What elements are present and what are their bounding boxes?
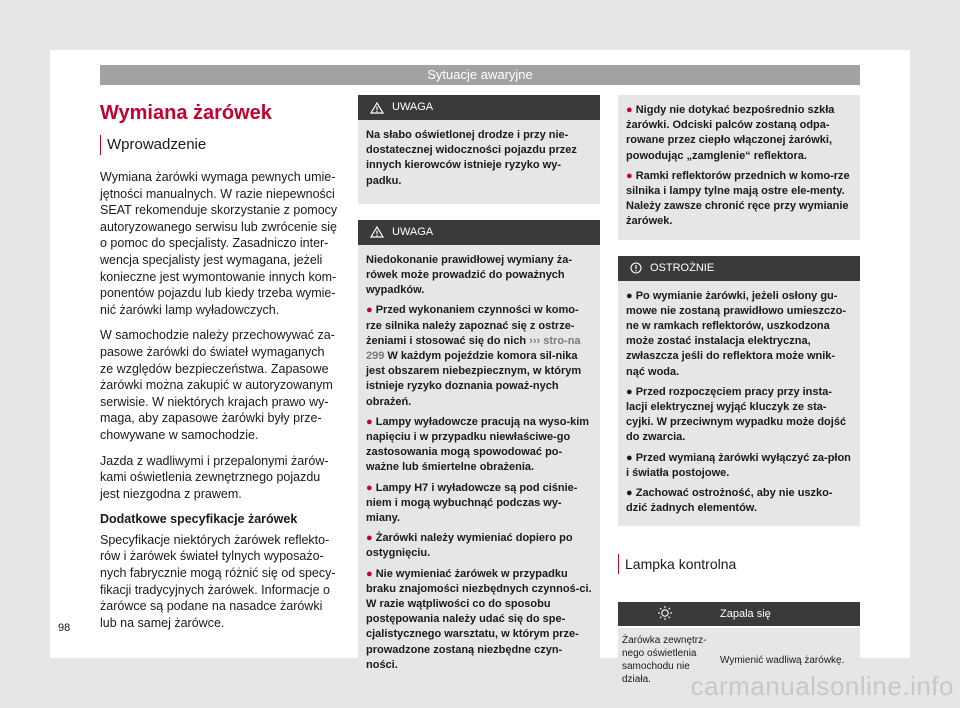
warning-body: [358, 245, 600, 683]
bullet-icon: ●: [626, 169, 633, 182]
table-header-cell: Zapala się: [712, 602, 860, 627]
paragraph: Specyfikacje niektórych żarówek reflekto-rów i żarówek świateł tylnych wyposażo-nych fabrycznie mogą różnić się od specy-fikacji tradycyjnych żarówek. Informacje o żarówce są podane na nasadce żarówki lub na samej żarówce.: [100, 532, 336, 630]
warning-body: [358, 120, 600, 204]
column-middle: [358, 95, 600, 699]
column-left: [100, 95, 340, 640]
section-subtitle: Wprowadzenie: [100, 135, 340, 155]
caution-label: OSTROŻNIE: [650, 261, 715, 274]
warning-text: Na słabo oświetlonej drodze i przy nie-dostatecznej widoczności pojazdu przez innych kierowców istnieje ryzyko wy-padku.: [366, 129, 577, 187]
warning-continuation-box: [618, 95, 860, 240]
bullet-text: Przed wykonaniem czynności w komo-rze silnika należy zapoznać się z ostrze-żeniami i stosować się do nich: [366, 304, 579, 347]
warning-intro: Niedokonanie prawidłowej wymiany ża-rówek może prowadzić do poważnych wypadków.: [366, 253, 572, 297]
paragraph: Wymiana żarówki wymaga pewnych umie-jętności manualnych. W razie niepewności SEAT rekomenduje skorzystanie z pomocy autoryzowanego serwisu lub zwrócenie się o pomoc do specjalisty. Zasadniczo inter-wencja specjalisty jest wymagana, jeżeli konieczne jest wymontowanie innych kom-ponentów pojazdu lub kiedy trzeba wymie-nić żarówki lamp wyładowczych.: [100, 170, 338, 317]
table-header-icon-cell: [618, 602, 712, 627]
page-number: 98: [58, 622, 71, 634]
caution-box: [618, 256, 860, 527]
bullet-icon: ●: [626, 487, 633, 500]
bullet-icon: ●: [626, 289, 633, 302]
column-right: [618, 95, 860, 692]
section-header: Sytuacje awaryjne: [100, 65, 860, 85]
bullet-text: W każdym pojeździe komora sil-nika jest obszarem niebezpiecznym, w którym istnieje ryzyko doznania poważ-nych obrażeń.: [366, 350, 582, 408]
caution-item: [626, 451, 852, 481]
warning-bullet: [366, 567, 592, 673]
lamp-section-title: Lampka kontrolna: [618, 554, 860, 574]
bullet-icon: ●: [626, 451, 633, 464]
bullet-text: Lampy wyładowcze pracują na wyso-kim napięciu i w przypadku niewłaściwe-go zastosowania mogą spowodować po-ważne lub śmiertelne obrażenia.: [366, 415, 590, 474]
caution-text: Przed rozpoczęciem pracy przy insta-lacji elektrycznej wyjąć kluczyk ze sta-cyjki. W przeciwnym wypadku może dojść do zwarcia.: [626, 385, 847, 444]
caution-text: Przed wymianą żarówki wyłączyć za-płon i światła postojowe.: [626, 451, 851, 479]
warning-bullet: [366, 415, 592, 476]
bullet-icon: ●: [626, 385, 633, 398]
warning-body: [618, 95, 860, 240]
bullet-icon: ●: [366, 481, 373, 494]
warning-box: [358, 95, 600, 204]
warning-bullet: [366, 531, 592, 561]
warning-box: [358, 220, 600, 683]
paragraph: Jazda z wadliwymi i przepalonymi żarów-kami oświetlenia zewnętrznego pojazdu jest niezgodna z prawem.: [100, 453, 329, 501]
warning-triangle-icon: [370, 226, 384, 238]
warning-header: [358, 220, 600, 245]
bullet-text: Ramki reflektorów przednich w komo-rze silnika i lampy tylne mają ostre ele-menty. Należy zawsze chronić ręce przy wymianie żarówek.: [626, 169, 850, 228]
bullet-icon: ●: [366, 532, 373, 545]
subheading: Dodatkowe specyfikacje żarówek: [100, 512, 298, 527]
bullet-text: Nie wymieniać żarówek w przypadku braku znajomości niezbędnych czynnoś-ci. W razie wątpliwości co do sposobu postępowania należy udać się do spe-cjalistycznego warsztatu, w którym prze-prowadzone zostaną niezbędne czyn-ności.: [366, 567, 592, 671]
page-reference-link[interactable]: ››› stro-na 299: [366, 334, 581, 363]
warning-label: UWAGA: [392, 101, 434, 113]
caution-item: [626, 385, 852, 446]
paragraph: W samochodzie należy przechowywać za-pasowe żarówki do świateł wymaganych ze względów bezpieczeństwa. Zapasowe żarówki można zakupić w autoryzowanym serwisie. W niektórych krajach prawo wy-maga, aby zapasowe żarówki były prze-chowywane w samochodzie.: [100, 328, 335, 442]
bullet-text: Nigdy nie dotykać bezpośrednio szkła żarówki. Odciski palców zostaną odpa-rowane przez ciepło włączonej żarówki, powodując „zamglenie“ reflektora.: [626, 104, 835, 162]
warning-bullet: [366, 481, 592, 527]
bulb-warning-light-icon: [657, 605, 673, 621]
warning-bullet: [366, 303, 592, 409]
table-header-row: [618, 602, 860, 627]
bullet-text: Żarówki należy wymieniać dopiero po ostygnięciu.: [366, 532, 573, 560]
caution-body: [618, 281, 860, 527]
caution-info-icon: [630, 262, 642, 274]
warning-header: [358, 95, 600, 120]
caution-item: [626, 289, 852, 380]
watermark: carmanualsonline.info: [690, 671, 954, 701]
caution-header: [618, 256, 860, 281]
warning-bullet: [626, 169, 852, 230]
table-cell: Żarówka zewnętrz-nego oświetlenia samochodu nie działa.: [618, 627, 712, 692]
warning-triangle-icon: [370, 102, 384, 114]
bullet-icon: ●: [366, 304, 373, 317]
warning-label: UWAGA: [392, 225, 434, 238]
warning-bullet: [626, 103, 852, 164]
caution-text: Zachować ostrożność, aby nie uszko-dzić żadnych elementów.: [626, 487, 833, 515]
bullet-icon: ●: [366, 567, 373, 580]
page-title: Wymiana żarówek: [100, 102, 272, 124]
caution-text: Po wymianie żarówki, jeżeli osłony gu-mowe nie zostaną prawidłowo umieszczo-ne w ramkach reflektorów, uszkodzona może zostać instalacja elektryczna, zwłaszcza jeśli do reflektora może wnik-nąć woda.: [626, 289, 847, 378]
bullet-text: Lampy H7 i wyładowcze są pod ciśnie-niem i mogą wybuchnąć podczas wy-miany.: [366, 481, 578, 525]
bullet-icon: ●: [626, 104, 633, 116]
bullet-icon: ●: [366, 415, 373, 428]
table-cell: Wymienić wadliwą żarówkę.: [712, 627, 860, 692]
caution-item: [626, 486, 852, 516]
